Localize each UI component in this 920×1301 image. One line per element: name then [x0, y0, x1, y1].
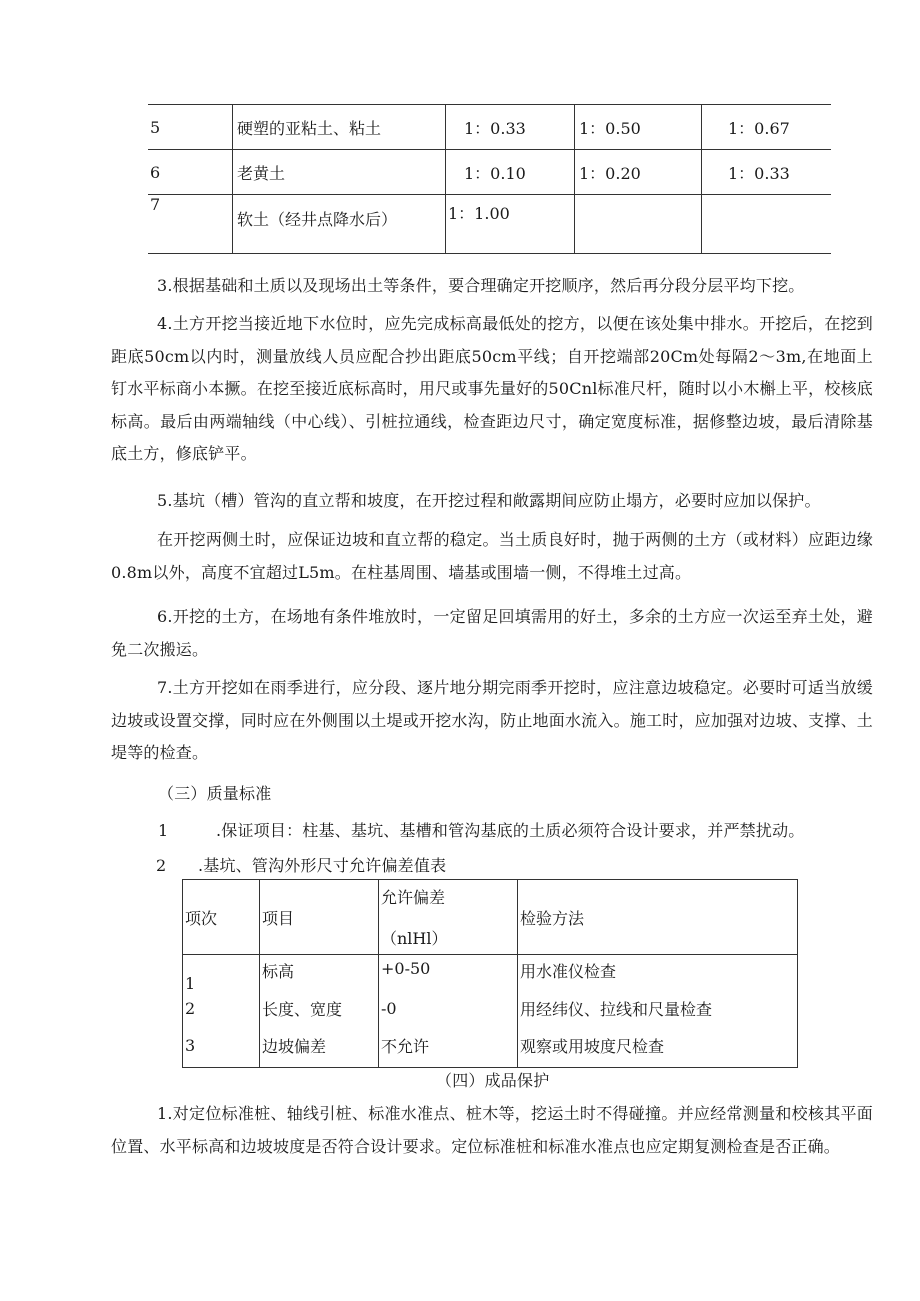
- header-deviation: [379, 880, 518, 955]
- item-1-number: 1: [158, 821, 169, 840]
- row-number: 3: [183, 1023, 260, 1068]
- row-number: 2: [183, 993, 260, 1023]
- slope-value: 1：0.67: [702, 105, 832, 150]
- slope-value: 1：0.33: [446, 105, 575, 150]
- soil-type: 老黄土: [233, 150, 446, 195]
- header-deviation-label: 允许偏差: [381, 888, 446, 907]
- section-4-title: （四）成品保护: [436, 1071, 550, 1090]
- slope-value: 1：1.00: [446, 195, 575, 254]
- soil-type: 硬塑的亚粘土、粘土: [233, 105, 446, 150]
- slope-value: 1：0.20: [575, 150, 702, 195]
- deviation-value: -0: [379, 993, 518, 1023]
- check-method: 用水准仪检查: [518, 955, 798, 994]
- slope-ratio-table: [148, 104, 831, 254]
- deviation-table: [182, 879, 798, 1068]
- row-number: 7: [148, 195, 233, 254]
- table-row: [148, 150, 831, 195]
- soil-type: 软土（经井点降水后）: [233, 195, 446, 254]
- table-row: [148, 195, 831, 254]
- slope-value: 1：0.10: [446, 150, 575, 195]
- row-number: 1: [183, 955, 260, 994]
- check-method: 用经纬仪、拉线和尺量检查: [518, 993, 798, 1023]
- table-row: [183, 955, 798, 994]
- slope-value: 1：0.33: [702, 150, 832, 195]
- item-name: 边坡偏差: [260, 1023, 379, 1068]
- section-4-paragraph-1: 1.对定位标准桩、轴线引桩、标准水准点、桩木等，挖运土时不得碰撞。并应经常测量和校核其平面位置、水平标高和边坡坡度是否符合设计要求。定位标准桩和标准水准点也应定期复测检查是否正确。: [111, 1104, 873, 1156]
- item-2-text: .基坑、管沟外形尺寸允许偏差值表: [198, 856, 447, 875]
- table-row: [148, 105, 831, 150]
- table-header-row: [183, 880, 798, 955]
- slope-value: 1：0.50: [575, 105, 702, 150]
- paragraph-6: 6.开挖的土方，在场地有条件堆放时，一定留足回填需用的好土，多余的土方应一次运至弃土处，避免二次搬运。: [111, 607, 873, 659]
- paragraph-4: 4.土方开挖当接近地下水位时，应先完成标高最低处的挖方，以便在该处集中排水。开挖后，在挖到距底50cm以内时，测量放线人员应配合抄出距底50cm平线；自开挖端部20Cm处每隔2～3m,在地面上钉水平标商小本撅。在挖至接近底标高时，用尺或事先量好的50Cnl标准尺杆，随时以小木槲上平，校核底标高。最后由两端轴线（中心线）、引桩拉通线，检查距边尺寸，确定宽度标准，据修整边坡，最后清除基底土方，修底铲平。: [111, 314, 873, 463]
- paragraph-5: 5.基坑（槽）管沟的直立帮和坡度，在开挖过程和敞露期间应防止塌方，必要时应加以保护。: [157, 491, 821, 510]
- header-item: 项目: [260, 880, 379, 955]
- deviation-value: +0-50: [379, 955, 518, 994]
- header-deviation-unit: （nlHl）: [381, 929, 448, 948]
- row-number: 5: [148, 105, 233, 150]
- section-3-title: （三）质量标准: [158, 784, 272, 803]
- item-2-number: 2: [156, 856, 167, 875]
- item-name: 标高: [260, 955, 379, 994]
- row-number: 6: [148, 150, 233, 195]
- check-method: 观察或用坡度尺检查: [518, 1023, 798, 1068]
- table-row: [183, 1023, 798, 1068]
- slope-value: [575, 195, 702, 254]
- item-name: 长度、宽度: [260, 993, 379, 1023]
- table-row: [183, 993, 798, 1023]
- slope-value: [702, 195, 832, 254]
- paragraph-7: 7.土方开挖如在雨季进行，应分段、逐片地分期完雨季开挖时，应注意边坡稳定。必要时可适当放缓边坡或设置交撑，同时应在外侧围以土堤或开挖水沟，防止地面水流入。施工时，应加强对边坡、支撑、土堤等的检查。: [111, 678, 873, 762]
- paragraph-5-continued: 在开挖两侧土时，应保证边坡和直立帮的稳定。当土质良好时，抛于两侧的土方（或材料）应距边缘0.8m以外，高度不宜超过L5m。在柱基周围、墙基或围墙一侧，不得堆土过高。: [111, 530, 873, 582]
- paragraph-3: 3.根据基础和土质以及现场出土等条件，要合理确定开挖顺序，然后再分段分层平均下挖。: [157, 276, 805, 295]
- header-method: 检验方法: [518, 880, 798, 955]
- deviation-value: 不允许: [379, 1023, 518, 1068]
- header-no: 项次: [183, 880, 260, 955]
- item-1-text: .保证项目：柱基、基坑、基槽和管沟基底的土质必须符合设计要求，并严禁扰动。: [216, 821, 805, 840]
